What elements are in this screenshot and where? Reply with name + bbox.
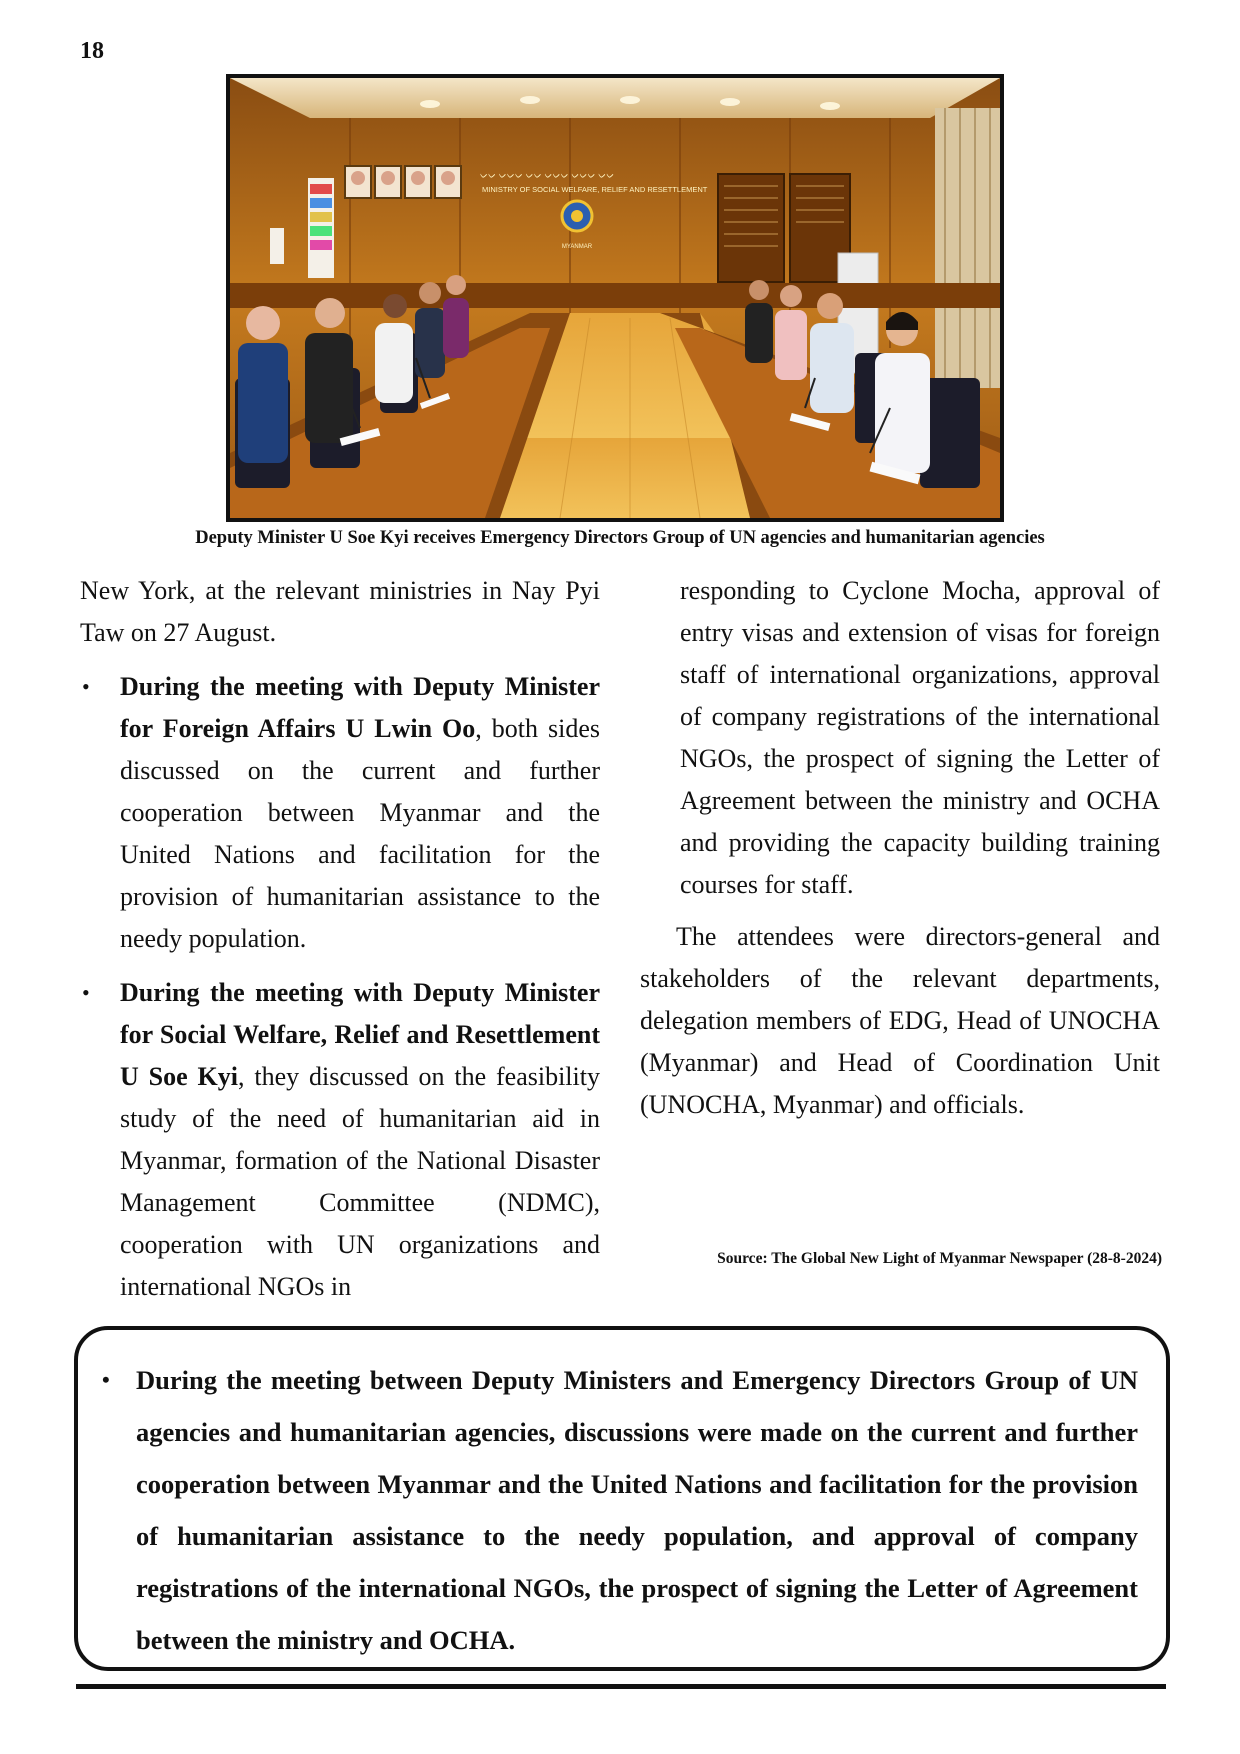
source-credit: Source: The Global New Light of Myanmar Newspaper (28-8-2024) bbox=[717, 1250, 1162, 1267]
intro-paragraph: New York, at the relevant ministries in Nay Pyi Taw on 27 August. bbox=[80, 576, 600, 647]
right-column bbox=[640, 570, 1160, 1126]
bullet-continuation: responding to Cyclone Mocha, approval of entry visas and extension of visas for foreign staff of international organizations, approval of company registrations of the international NGOs, the prospect of signing the Letter of Agreement between the ministry and OCHA and providing the capacity building training courses for staff. bbox=[680, 576, 1160, 899]
attendees-paragraph: The attendees were directors-general and stakeholders of the relevant departments, delegation members of EDG, Head of UNOCHA (Myanmar) and Head of Coordination Unit (UNOCHA, Myanmar) and officials. bbox=[640, 922, 1160, 1119]
left-column bbox=[80, 570, 600, 1308]
bullet-icon: • bbox=[82, 674, 90, 699]
wall-sign-text: MINISTRY OF SOCIAL WELFARE, RELIEF AND RESETTLEMENT bbox=[482, 185, 708, 194]
meeting-room-illustration bbox=[230, 78, 1000, 518]
summary-box bbox=[74, 1326, 1170, 1671]
bullet-foreign-affairs bbox=[80, 666, 600, 960]
bullet-body: , both sides discussed on the current and further cooperation between Myanmar and the United Nations and facilitation for the provision of humanitarian assistance to the needy population. bbox=[120, 714, 600, 953]
svg-text:ᨆᨆ ᨆᨆᨆ ᨆᨆ ᨆᨆᨆ ᨆᨆᨆ ᨆᨆ: ᨆᨆ ᨆᨆᨆ ᨆᨆ ᨆᨆᨆ ᨆᨆᨆ ᨆᨆ bbox=[480, 170, 615, 180]
bullet-heading: During the meeting with Deputy Minister for Social Welfare, Relief and Resettlement U Soe Kyi bbox=[120, 978, 600, 1091]
bottom-divider bbox=[76, 1684, 1166, 1689]
meeting-photo bbox=[226, 74, 1004, 522]
page-number: 18 bbox=[80, 38, 104, 64]
bullet-body: , they discussed on the feasibility study of the need of humanitarian aid in Myanmar, formation of the National Disaster Management Committee (NDMC), cooperation with UN organizations and international NGOs in bbox=[120, 1062, 600, 1301]
photo-caption: Deputy Minister U Soe Kyi receives Emergency Directors Group of UN agencies and humanitarian agencies bbox=[195, 528, 1045, 548]
bullet-social-welfare bbox=[80, 972, 600, 1308]
bullet-icon: • bbox=[102, 1367, 110, 1392]
bullet-icon: • bbox=[82, 980, 90, 1005]
summary-text: During the meeting between Deputy Ministers and Emergency Directors Group of UN agencies and humanitarian agencies, discussions were made on the current and further cooperation between Myanmar and the United Nations and facilitation for the provision of humanitarian assistance to the needy population, and approval of company registrations of the international NGOs, the prospect of signing the Letter of Agreement between the ministry and OCHA. bbox=[136, 1365, 1138, 1655]
wall-sign-country: MYANMAR bbox=[561, 244, 593, 250]
bullet-heading: During the meeting with Deputy Minister for Foreign Affairs U Lwin Oo bbox=[120, 672, 600, 743]
